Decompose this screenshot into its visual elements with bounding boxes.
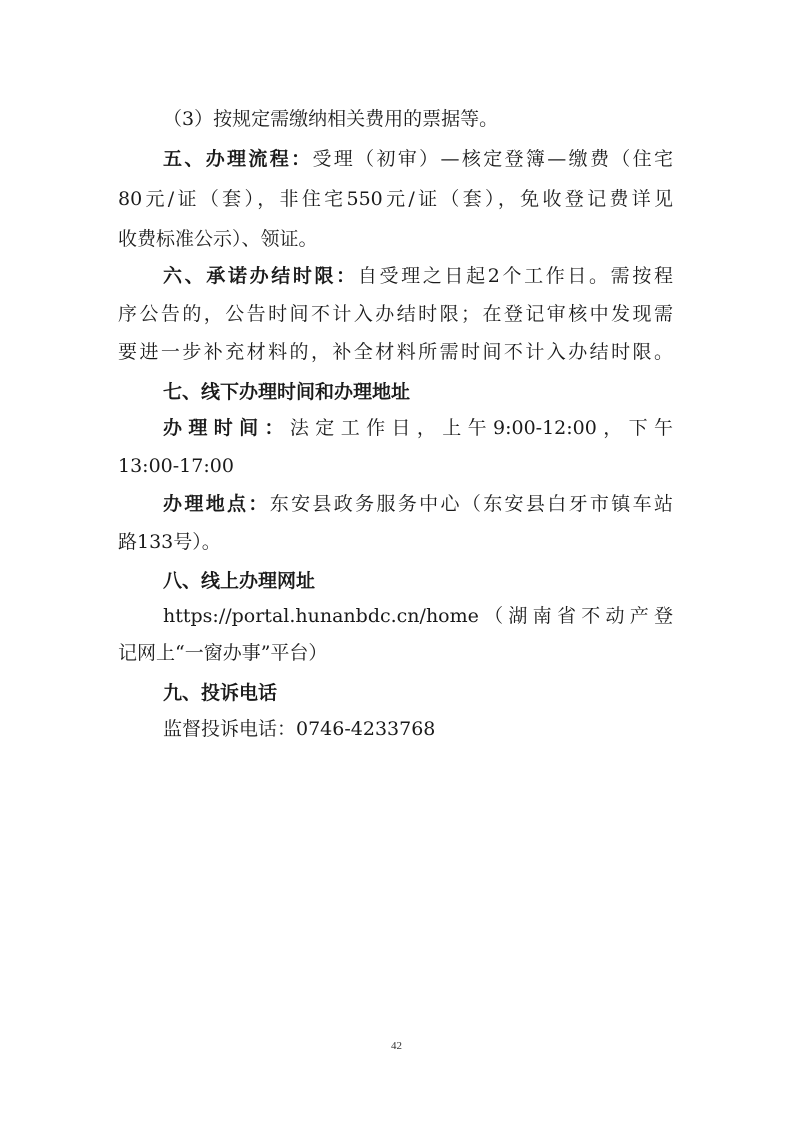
paragraph-line [118,227,673,251]
paragraph-line [118,340,673,364]
paragraph-line [118,530,673,554]
online-section-heading [163,569,673,593]
page-number: 42 [391,1040,402,1052]
deadline-text-2: 序公告的，公告时间不计入办结时限；在登记审核中发现需 [118,303,673,325]
office-address-text: 东安县政务服务中心（东安县白牙市镇车站 [269,493,673,515]
office-hours-afternoon: 13:00-17:00 [118,455,234,477]
offline-section-heading-text: 七、线下办理时间和办理地址 [163,381,411,403]
process-heading: 五、办理流程： [163,148,313,170]
paragraph-line [163,604,673,628]
online-section-heading-text: 八、线上办理网址 [163,570,316,592]
deadline-text: 自受理之日起2个工作日。需按程 [357,265,673,287]
process-text: 受理（初审）—核定登簿—缴费（住宅 [312,148,673,170]
paragraph-line [163,147,673,171]
paragraph-line [163,492,673,516]
offline-section-heading [163,380,673,404]
paragraph-line [118,641,673,665]
paragraph-line [163,107,673,131]
paragraph-line [118,187,673,211]
complaint-section-heading [163,681,673,705]
complaint-phone-text: 监督投诉电话：0746-4233768 [163,718,436,740]
paragraph-line [118,302,673,326]
deadline-heading: 六、承诺办结时限： [163,265,358,287]
office-address-end: 路133号）。 [118,531,221,553]
paragraph-line [118,454,673,478]
online-platform-name: 记网上“一窗办事”平台） [118,642,328,664]
office-hours-label: 办理时间： [163,417,290,439]
paragraph-line [163,717,673,741]
fee-text: 80元/证（套），非住宅550元/证（套），免收登记费详见 [118,188,673,210]
complaint-section-heading-text: 九、投诉电话 [163,682,278,704]
fee-text-end: 收费标准公示）、领证。 [118,228,318,250]
paragraph-line [163,416,673,440]
required-fee-receipts-item: （3）按规定需缴纳相关费用的票据等。 [163,108,499,130]
office-address-label: 办理地点： [163,493,270,515]
online-url-text: https://portal.hunanbdc.cn/home（湖南省不动产登 [163,605,673,627]
paragraph-line [163,264,673,288]
office-hours-text: 法定工作日，上午9:00-12:00，下午 [289,417,673,439]
deadline-text-3: 要进一步补充材料的，补全材料所需时间不计入办结时限。 [118,341,673,363]
